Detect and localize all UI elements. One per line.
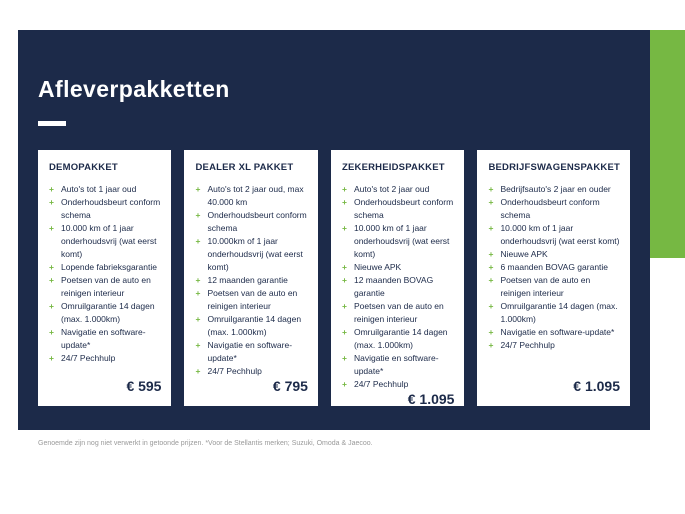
feature-text: Poetsen van de auto en reinigen interieur xyxy=(353,301,444,324)
plus-icon: + xyxy=(195,340,201,350)
plus-icon: + xyxy=(341,327,347,337)
feature-item xyxy=(342,196,454,222)
package-card xyxy=(184,150,317,406)
feature-text: Nieuwe APK xyxy=(353,262,402,272)
plus-icon: + xyxy=(195,184,201,194)
package-card xyxy=(477,150,630,406)
plus-icon: + xyxy=(341,301,347,311)
feature-text: Onderhoudsbeurt conform schema xyxy=(353,197,454,220)
feature-item xyxy=(49,183,161,196)
package-price: € 1.095 xyxy=(573,378,621,394)
plus-icon: + xyxy=(488,197,494,207)
package-features xyxy=(195,183,307,378)
plus-icon: + xyxy=(49,223,54,233)
package-title: DEMOPAKKET xyxy=(49,162,118,173)
feature-text: Omruilgarantie 14 dagen (max. 1.000km) xyxy=(61,301,155,324)
feature-item xyxy=(195,235,307,274)
plus-icon: + xyxy=(488,262,494,272)
feature-text: Navigatie en software-update* xyxy=(61,327,146,350)
feature-item xyxy=(488,300,620,326)
plus-icon: + xyxy=(488,223,494,233)
feature-text: 24/7 Pechhulp xyxy=(500,340,555,350)
feature-text: Poetsen van de auto en reinigen interieur xyxy=(207,288,298,311)
packages-row xyxy=(38,150,630,406)
feature-text: Lopende fabrieksgarantie xyxy=(61,262,157,272)
plus-icon: + xyxy=(341,197,347,207)
package-price: € 1.095 xyxy=(407,391,455,407)
feature-text: Auto's tot 2 jaar oud xyxy=(353,184,430,194)
feature-item xyxy=(49,222,161,261)
plus-icon: + xyxy=(341,379,347,389)
plus-icon: + xyxy=(49,353,54,363)
feature-item xyxy=(195,339,307,365)
plus-icon: + xyxy=(488,275,494,285)
feature-item xyxy=(49,261,161,274)
plus-icon: + xyxy=(195,314,201,324)
feature-text: Poetsen van de auto en reinigen interieur xyxy=(61,275,151,298)
feature-text: Nieuwe APK xyxy=(500,249,548,259)
package-price: € 595 xyxy=(126,378,162,394)
feature-text: Poetsen van de auto en reinigen interieur xyxy=(500,275,591,298)
package-card xyxy=(331,150,464,406)
feature-item xyxy=(49,326,161,352)
feature-item xyxy=(342,183,454,196)
feature-text: 10.000 km of 1 jaar onderhoudsvrij (wat eerst komt) xyxy=(500,223,620,246)
footnote: Genoemde zijn nog niet verwerkt in getoonde prijzen. *Voor de Stellantis merken; Suzuki, Omoda & Jaecoo. xyxy=(38,440,373,447)
plus-icon: + xyxy=(341,184,347,194)
feature-text: 12 maanden garantie xyxy=(207,275,288,285)
feature-item xyxy=(488,274,620,300)
feature-text: 24/7 Pechhulp xyxy=(61,353,116,363)
feature-item xyxy=(488,196,620,222)
page-title: Afleverpakketten xyxy=(38,76,230,102)
package-title: BEDRIJFSWAGENSPAKKET xyxy=(488,162,621,173)
main-panel xyxy=(18,30,650,430)
package-features xyxy=(342,183,454,391)
feature-item xyxy=(342,352,454,378)
feature-item xyxy=(342,300,454,326)
feature-text: Omruilgarantie 14 dagen (max. 1.000km) xyxy=(500,301,618,324)
package-title: DEALER XL PAKKET xyxy=(195,162,294,173)
feature-item xyxy=(342,222,454,261)
package-features xyxy=(488,183,620,352)
plus-icon: + xyxy=(488,327,494,337)
feature-text: 24/7 Pechhulp xyxy=(207,366,262,376)
feature-text: Onderhoudsbeurt conform schema xyxy=(207,210,307,233)
feature-item xyxy=(342,378,454,391)
feature-text: 10.000km of 1 jaar onderhoudsvrij (wat eerst komt) xyxy=(207,236,303,272)
plus-icon: + xyxy=(341,262,347,272)
feature-item xyxy=(342,326,454,352)
title-underline xyxy=(38,121,66,126)
feature-text: Auto's tot 2 jaar oud, max 40.000 km xyxy=(207,184,304,207)
feature-item xyxy=(195,183,307,209)
plus-icon: + xyxy=(49,327,54,337)
plus-icon: + xyxy=(488,301,494,311)
feature-text: 12 maanden BOVAG garantie xyxy=(353,275,434,298)
feature-item xyxy=(488,248,620,261)
plus-icon: + xyxy=(488,184,494,194)
feature-item xyxy=(195,313,307,339)
feature-text: Onderhoudsbeurt conform schema xyxy=(500,197,600,220)
plus-icon: + xyxy=(195,275,201,285)
plus-icon: + xyxy=(195,288,201,298)
plus-icon: + xyxy=(341,223,347,233)
plus-icon: + xyxy=(341,353,347,363)
feature-text: Omruilgarantie 14 dagen (max. 1.000km) xyxy=(207,314,302,337)
feature-text: 24/7 Pechhulp xyxy=(353,379,409,389)
feature-item xyxy=(488,339,620,352)
feature-item xyxy=(195,287,307,313)
package-price: € 795 xyxy=(272,378,308,394)
feature-item xyxy=(49,196,161,222)
plus-icon: + xyxy=(341,275,347,285)
feature-text: 10.000 km of 1 jaar onderhoudsvrij (wat eerst komt) xyxy=(353,223,450,259)
feature-text: Bedrijfsauto's 2 jaar en ouder xyxy=(500,184,611,194)
feature-text: Navigatie en software-update* xyxy=(207,340,293,363)
package-features xyxy=(49,183,161,365)
package-title: ZEKERHEIDSPAKKET xyxy=(341,162,445,173)
package-card xyxy=(38,150,171,406)
feature-item xyxy=(342,274,454,300)
feature-text: Auto's tot 1 jaar oud xyxy=(61,184,137,194)
feature-item xyxy=(49,300,161,326)
feature-item xyxy=(488,183,620,196)
feature-text: Navigatie en software-update* xyxy=(500,327,615,337)
feature-item xyxy=(488,261,620,274)
plus-icon: + xyxy=(49,197,54,207)
feature-item xyxy=(49,352,161,365)
feature-item xyxy=(195,365,307,378)
feature-item xyxy=(342,261,454,274)
feature-item xyxy=(488,222,620,248)
plus-icon: + xyxy=(488,249,494,259)
feature-item xyxy=(195,209,307,235)
plus-icon: + xyxy=(195,366,201,376)
feature-text: Navigatie en software-update* xyxy=(353,353,439,376)
plus-icon: + xyxy=(49,184,54,194)
feature-text: Onderhoudsbeurt conform schema xyxy=(61,197,161,220)
plus-icon: + xyxy=(49,301,54,311)
plus-icon: + xyxy=(488,340,494,350)
feature-item xyxy=(49,274,161,300)
plus-icon: + xyxy=(49,275,54,285)
plus-icon: + xyxy=(49,262,54,272)
plus-icon: + xyxy=(195,236,201,246)
feature-item xyxy=(195,274,307,287)
plus-icon: + xyxy=(195,210,201,220)
feature-item xyxy=(488,326,620,339)
feature-text: Omruilgarantie 14 dagen (max. 1.000km) xyxy=(353,327,448,350)
feature-text: 6 maanden BOVAG garantie xyxy=(500,262,609,272)
feature-text: 10.000 km of 1 jaar onderhoudsvrij (wat eerst komt) xyxy=(61,223,157,259)
